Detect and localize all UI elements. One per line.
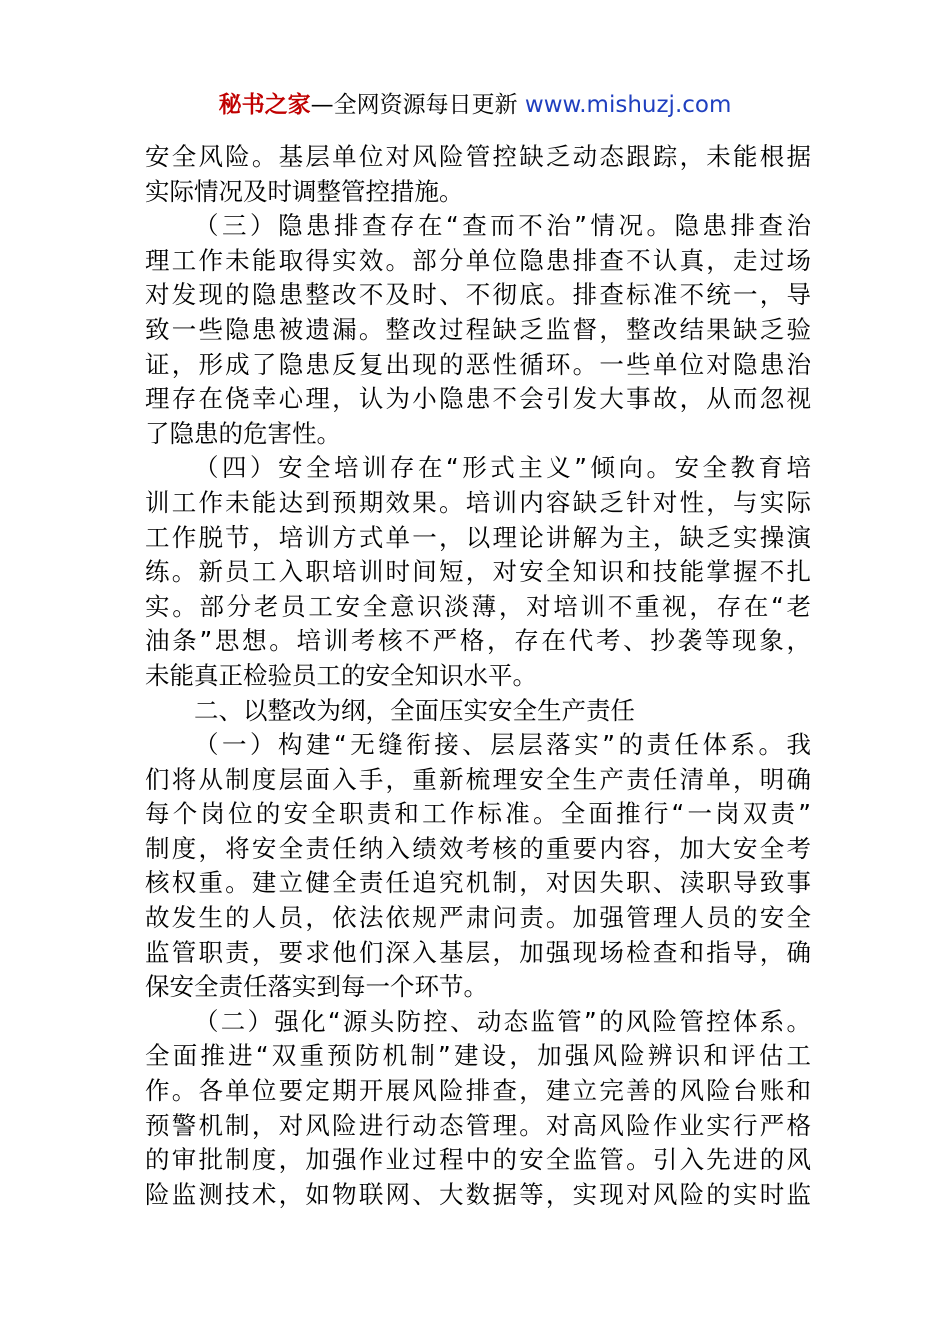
- text-line: 证，形成了隐患反复出现的恶性循环。一些单位对隐患治: [145, 349, 811, 379]
- text-line: 实际情况及时调整管控措施。: [145, 176, 464, 206]
- text-line: 了隐患的危害性。: [145, 418, 341, 448]
- text-line: 工作脱节，培训方式单一，以理论讲解为主，缺乏实操演: [145, 522, 811, 552]
- text-line: 油条”思想。培训考核不严格，存在代考、抄袭等现象，: [145, 626, 811, 656]
- text-line: 作。各单位要定期开展风险排查，建立完善的风险台账和: [145, 1076, 811, 1106]
- text-line: 全面推进“双重预防机制”建设，加强风险辨识和评估工: [145, 1041, 811, 1071]
- text-line: 实。部分老员工安全意识淡薄，对培训不重视，存在“老: [145, 591, 811, 621]
- text-line: 未能真正检验员工的安全知识水平。: [145, 660, 537, 690]
- text-line: 监管职责，要求他们深入基层，加强现场检查和指导，确: [145, 937, 811, 967]
- text-line: （二）强化“源头防控、动态监管”的风险管控体系。: [194, 1006, 811, 1036]
- site-tagline: —全网资源每日更新: [310, 92, 518, 118]
- text-line: 二、以整改为纲，全面压实安全生产责任: [194, 695, 635, 725]
- text-line: 险监测技术，如物联网、大数据等，实现对风险的实时监: [145, 1179, 811, 1209]
- site-brand: 秘书之家: [218, 92, 311, 118]
- text-line: 理存在侥幸心理，认为小隐患不会引发大事故，从而忽视: [145, 384, 811, 414]
- text-line: 对发现的隐患整改不及时、不彻底。排查标准不统一，导: [145, 280, 811, 310]
- text-line: 安全风险。基层单位对风险管控缺乏动态跟踪，未能根据: [145, 142, 811, 171]
- text-line: 理工作未能取得实效。部分单位隐患排查不认真，走过场: [145, 245, 811, 275]
- text-line: 预警机制，对风险进行动态管理。对高风险作业实行严格: [145, 1110, 811, 1140]
- text-line: 们将从制度层面入手，重新梳理安全生产责任清单，明确: [145, 764, 811, 794]
- text-line: （三）隐患排查存在“查而不治”情况。隐患排查治: [194, 211, 811, 241]
- text-line: 制度，将安全责任纳入绩效考核的重要内容，加大安全考: [145, 833, 811, 863]
- text-line: 故发生的人员，依法依规严肃问责。加强管理人员的安全: [145, 903, 811, 933]
- text-line: 致一些隐患被遗漏。整改过程缺乏监督，整改结果缺乏验: [145, 314, 811, 344]
- text-line: （一）构建“无缝衔接、层层落实”的责任体系。我: [194, 730, 811, 760]
- text-line: 的审批制度，加强作业过程中的安全监管。引入先进的风: [145, 1145, 811, 1175]
- text-line: 核权重。建立健全责任追究机制，对因失职、渎职导致事: [145, 868, 811, 898]
- text-line: 练。新员工入职培训时间短，对安全知识和技能掌握不扎: [145, 557, 811, 587]
- document-body: [145, 140, 811, 1212]
- site-url-link[interactable]: www.mishuzj.com: [524, 92, 732, 118]
- text-line: 每个岗位的安全职责和工作标准。全面推行“一岗双责”: [145, 799, 811, 829]
- text-line: 保安全责任落实到每一个环节。: [145, 972, 488, 1002]
- page-header: [0, 88, 950, 122]
- text-line: 训工作未能达到预期效果。培训内容缺乏针对性，与实际: [145, 487, 811, 517]
- text-line: （四）安全培训存在“形式主义”倾向。安全教育培: [194, 453, 811, 483]
